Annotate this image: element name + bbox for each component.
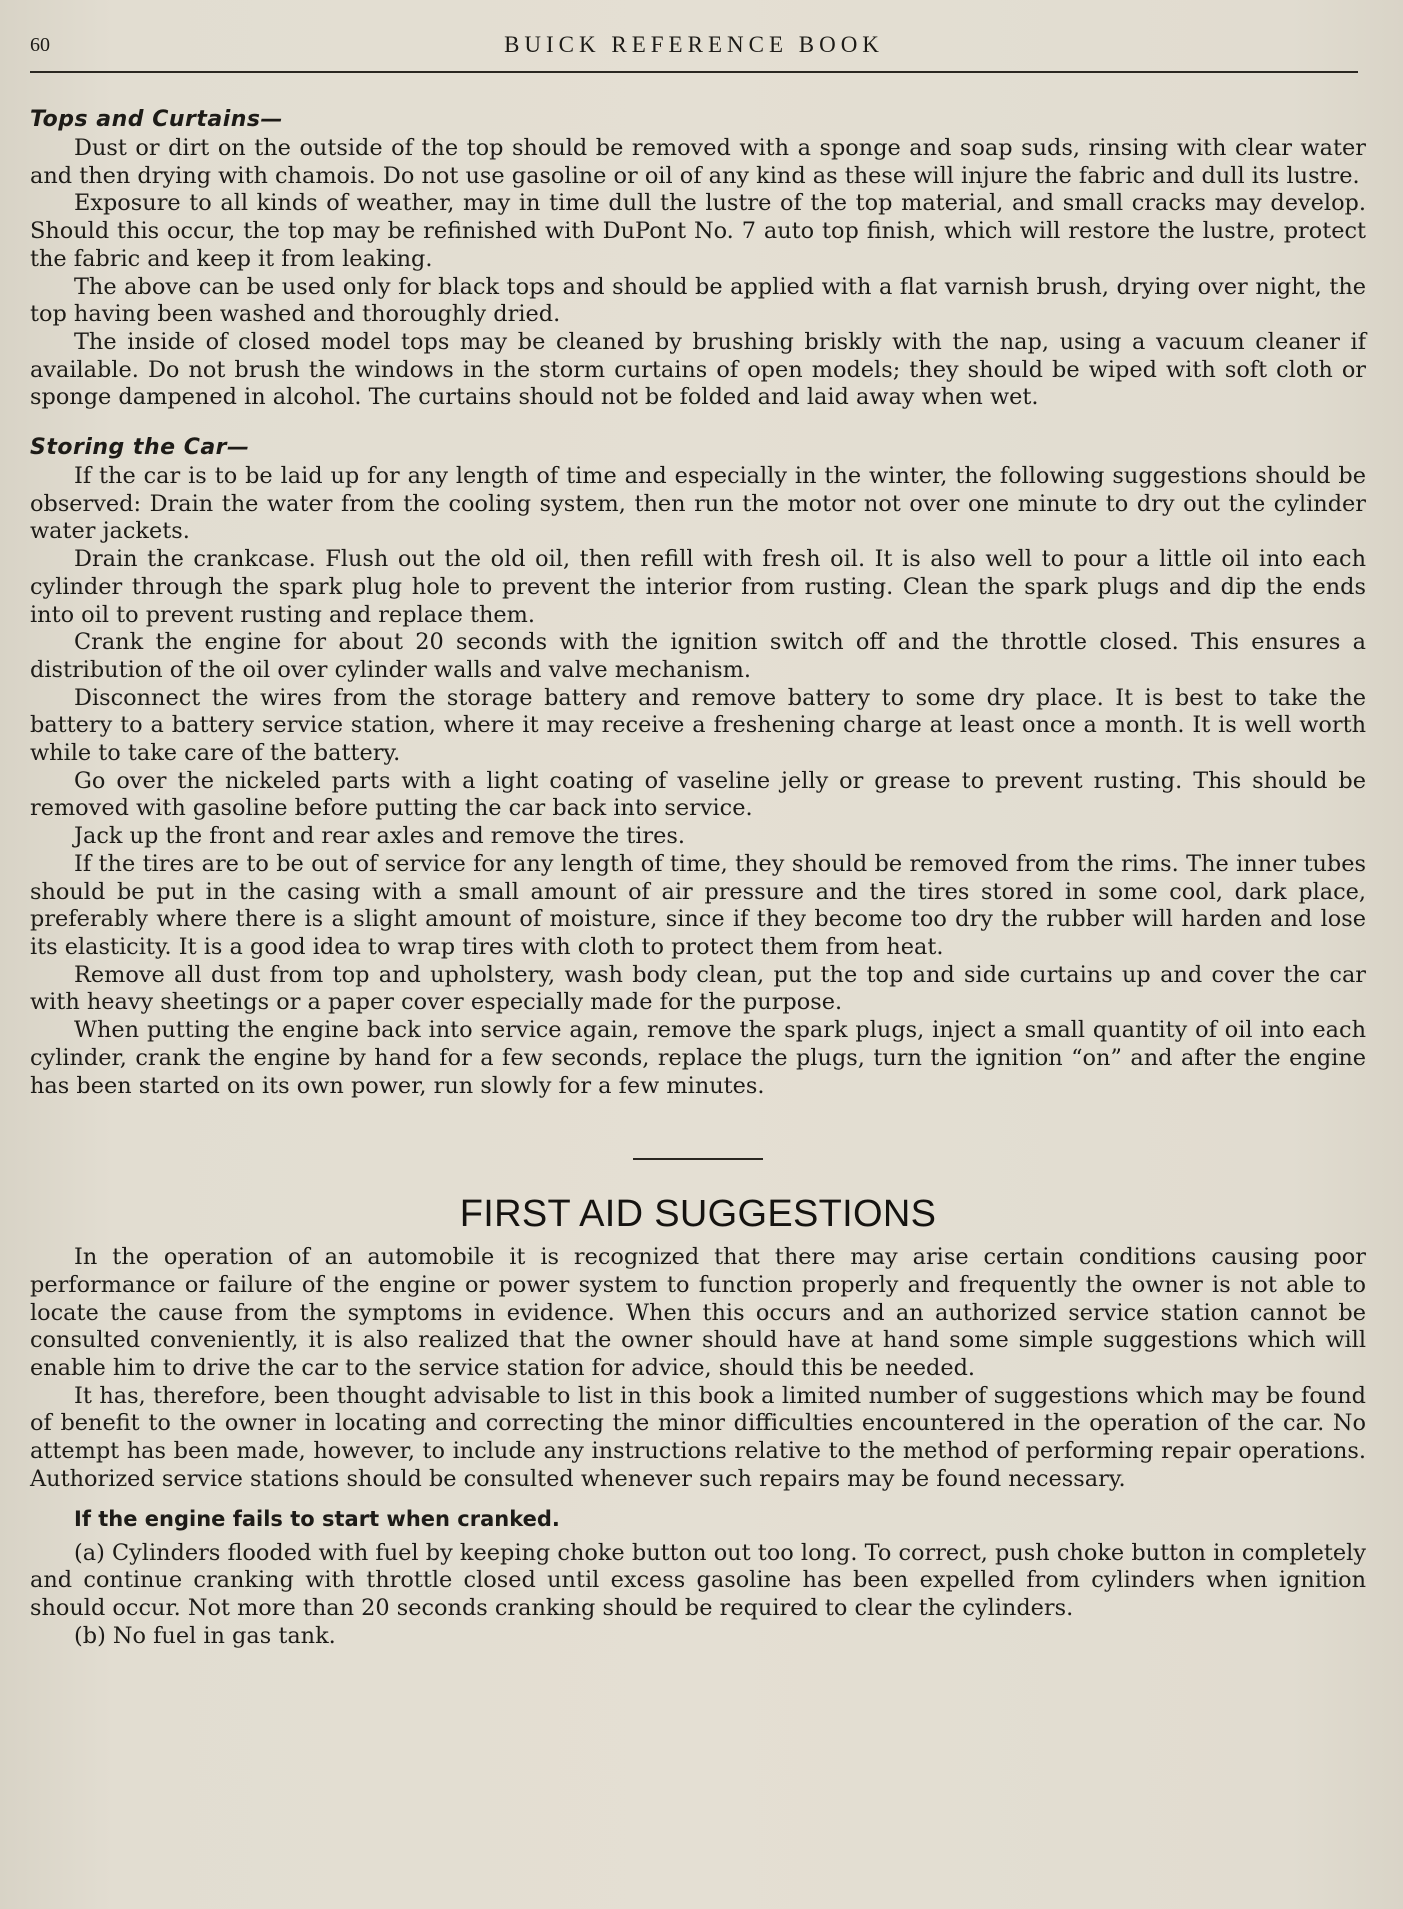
paragraph: If the tires are to be out of service for any length of time, they should be removed from the rims. The inner tubes should be put in the casing with a small amount of air pressure and the tires stored in some cool, dark place, preferably where there is a slight amount of moisture, since if they become too dry the rubber will harden and lose its elasticity. It is a good idea to wrap tires with cloth to protect them from heat.	[30, 850, 1366, 960]
paragraph: The above can be used only for black tops and should be applied with a flat varnish brush, drying over night, the top having been washed and thoroughly dried.	[30, 273, 1366, 328]
paragraph: Exposure to all kinds of weather, may in time dull the lustre of the top material, and small cracks may develop. Should this occur, the top may be refinished with DuPont No. 7 auto top finish, which will restore the lustre, protect the fabric and keep it from leaking.	[30, 190, 1366, 272]
list-item: (a) Cylinders flooded with fuel by keeping choke button out too long. To correct, push choke button in completely and continue cranking with throttle closed until excess gasoline has been expelled from cylinders when ignition should occur. Not more than 20 seconds cranking should be required to clear the cylinders.	[30, 1539, 1366, 1621]
paragraph: Dust or dirt on the outside of the top should be removed with a sponge and soap suds, rinsing with clear water and then drying with chamois. Do not use gasoline or oil of any kind as these will injure the fabric and dull its lustre.	[30, 135, 1366, 189]
paragraph: Jack up the front and rear axles and remove the tires.	[74, 823, 685, 850]
paragraph: If the car is to be laid up for any length of time and especially in the winter, the following suggestions should be observed: Drain the water from the cooling system, then run the motor not over one minute to dry out the cylinder water jackets.	[30, 463, 1366, 545]
page-number: 60	[30, 34, 50, 56]
first-aid-subheading: If the engine fails to start when cranked.	[74, 1506, 560, 1531]
running-title: BUICK REFERENCE BOOK	[504, 32, 884, 57]
paragraph: When putting the engine back into service again, remove the spark plugs, inject a small quantity of oil into each cylinder, crank the engine by hand for a few seconds, replace the plugs, turn the ignition “on” and after the engine has been started on its own power, run slowly for a few minutes.	[30, 1017, 1366, 1099]
section-heading-storing: Storing the Car—	[30, 435, 250, 461]
first-aid-title: FIRST AID SUGGESTIONS	[459, 1193, 937, 1236]
page-header	[30, 30, 1358, 70]
paragraph: In the operation of an automobile it is recognized that there may arise certain conditions causing poor performance or failure of the engine or power system to function properly and frequently the owner is not able to locate the cause from the symptoms in evidence. When this occurs and an authorized service station cannot be consulted conveniently, it is also realized that the owner should have at hand some simple suggestions which will enable him to drive the car to the service station for advice, should this be needed.	[30, 1244, 1366, 1382]
header-rule	[30, 71, 1358, 73]
paragraph: Disconnect the wires from the storage battery and remove battery to some dry place. It is best to take the battery to a battery service station, where it may receive a freshening charge at least once a month. It is well worth while to take care of the battery.	[30, 684, 1366, 767]
section-heading-tops: Tops and Curtains—	[30, 107, 284, 132]
paragraph: It has, therefore, been thought advisable to list in this book a limited number of suggestions which may be found of benefit to the owner in locating and correcting the minor difficulties encountered in the operation of the car. No attempt has been made, however, to include any instructions relative to the method of performing repair operations. Authorized service stations should be consulted whenever such repairs may be found necessary.	[30, 1382, 1366, 1492]
page-content	[30, 105, 1366, 1650]
paragraph: Crank the engine for about 20 seconds with the ignition switch off and the throttle closed. This ensures a distribution of the oil over cylinder walls and valve mechanism.	[30, 629, 1366, 683]
paragraph: The inside of closed model tops may be cleaned by brushing briskly with the nap, using a vacuum cleaner if available. Do not brush the windows in the storm curtains of open models; they should be wiped with soft cloth or sponge dampened in alcohol. The curtains should not be folded and laid away when wet.	[30, 328, 1366, 411]
section-divider	[633, 1158, 763, 1160]
paragraph: Drain the crankcase. Flush out the old oil, then refill with fresh oil. It is also well to pour a little oil into each cylinder through the spark plug hole to prevent the interior from rusting. Clean the spark plugs and dip the ends into oil to prevent rusting and replace them.	[30, 546, 1366, 628]
list-item: (b) No fuel in gas tank.	[74, 1622, 336, 1649]
paragraph: Go over the nickeled parts with a light coating of vaseline jelly or grease to prevent rusting. This should be removed with gasoline before putting the car back into service.	[30, 767, 1366, 822]
paragraph: Remove all dust from top and upholstery, wash body clean, put the top and side curtains up and cover the car with heavy sheetings or a paper cover especially made for the purpose.	[30, 961, 1366, 1016]
